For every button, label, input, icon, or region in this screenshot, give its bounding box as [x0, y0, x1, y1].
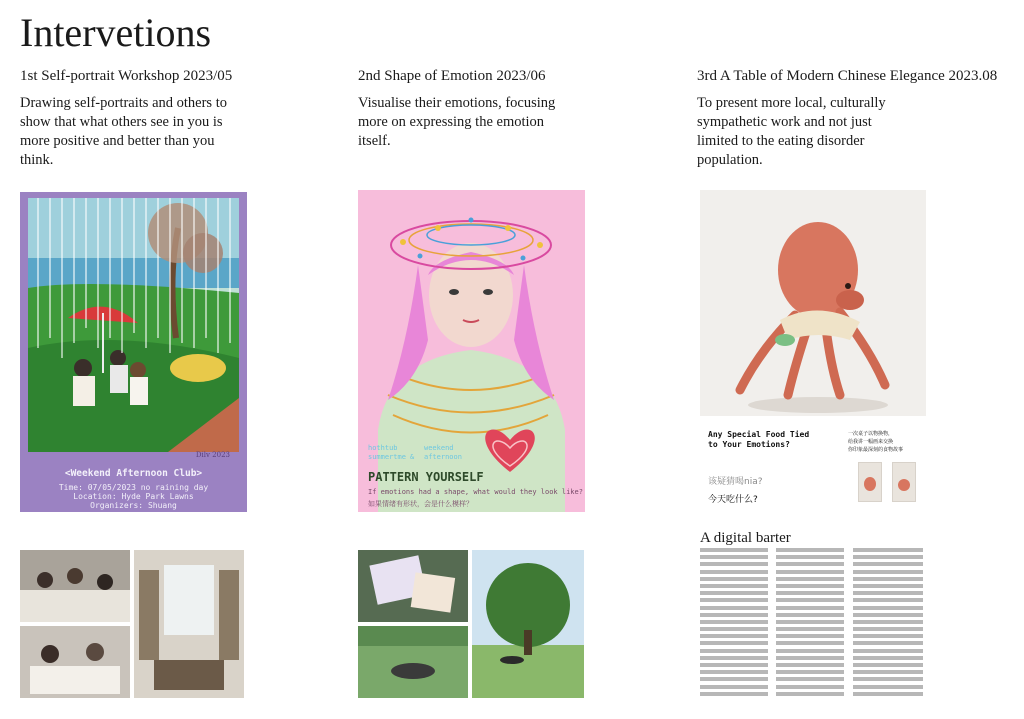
poster-club-title: <Weekend Afternoon Club>	[64, 468, 203, 479]
workshop-2-heading: 2nd Shape of Emotion 2023/06	[358, 68, 546, 84]
poster-question-zh: 如果情绪有形状，会是什么模样？	[368, 500, 473, 508]
poster-tag-weekend: weekend	[424, 444, 454, 452]
workshop-2-photo-tree	[472, 550, 584, 698]
poster-signature: Dilv 2023	[195, 451, 230, 459]
poster-time: Time: 07/05/2023 no raining day	[58, 483, 209, 492]
workshop-2-description: Visualise their emotions, focusing more on expressing the emotion itself.	[358, 95, 556, 149]
workshop-3-description: To present more local, culturally sympathetic work and not just limited to the eating disorder population.	[697, 95, 886, 168]
card-prompt-1: 该疑猜喝nia?	[708, 477, 763, 487]
poster-tag-ampersand: &	[410, 453, 415, 461]
barter-text-column-1	[700, 548, 768, 708]
workshop-1-photo-drawing	[20, 626, 130, 698]
card-side-note-1: 一次桌子以物换物，	[848, 431, 894, 437]
card-headline-line2: to Your Emotions?	[708, 440, 790, 449]
card-headline-line1: Any Special Food Tied	[708, 430, 810, 439]
poster-tag-summertme: summertme	[368, 453, 406, 461]
poster-location: Location: Hyde Park Lawns	[73, 492, 194, 501]
workshop-2-photo-drawings	[358, 550, 468, 622]
poster-pattern-yourself	[358, 190, 585, 512]
workshop-2-photo-lawn	[358, 626, 468, 698]
page-title: Intervetions	[20, 10, 212, 55]
workshop-3-heading: 3rd A Table of Modern Chinese Elegance 2023.08	[697, 68, 998, 84]
poster-tag-afternoon: afternoon	[424, 453, 462, 461]
poster-headline: PATTERN YOURSELF	[368, 470, 484, 484]
card-special-food	[700, 190, 926, 515]
card-side-note-3: 你印象最深刻的食物故事	[848, 447, 904, 453]
poster-illustration-woman	[358, 190, 585, 512]
octopus-sculpture-photo	[700, 190, 926, 416]
card-thumbnail-2	[892, 462, 916, 502]
workshop-1-description: Drawing self-portraits and others to show that what others see in you is more positive and better than you think.	[20, 95, 227, 168]
digital-barter-label: A digital barter	[700, 530, 791, 546]
card-prompt-2: 今天吃什么?	[708, 495, 758, 505]
workshop-1-heading: 1st Self-portrait Workshop 2023/05	[20, 68, 233, 84]
workshop-1-photo-room	[134, 550, 244, 698]
card-side-note-2: 给我讲一幅画来交换	[848, 439, 894, 445]
card-thumbnail-1	[858, 462, 882, 502]
poster-question-en: If emotions had a shape, what would they look like?	[368, 488, 583, 496]
poster-tag-hothtub: hothtub	[368, 444, 398, 452]
poster-organizers: Organizers: Shuang	[90, 501, 177, 510]
workshop-1-photo-table	[20, 550, 130, 622]
poster-illustration-park	[28, 198, 239, 452]
poster-weekend-afternoon-club	[20, 192, 247, 512]
barter-text-column-3	[853, 548, 923, 708]
barter-text-column-2	[776, 548, 844, 708]
